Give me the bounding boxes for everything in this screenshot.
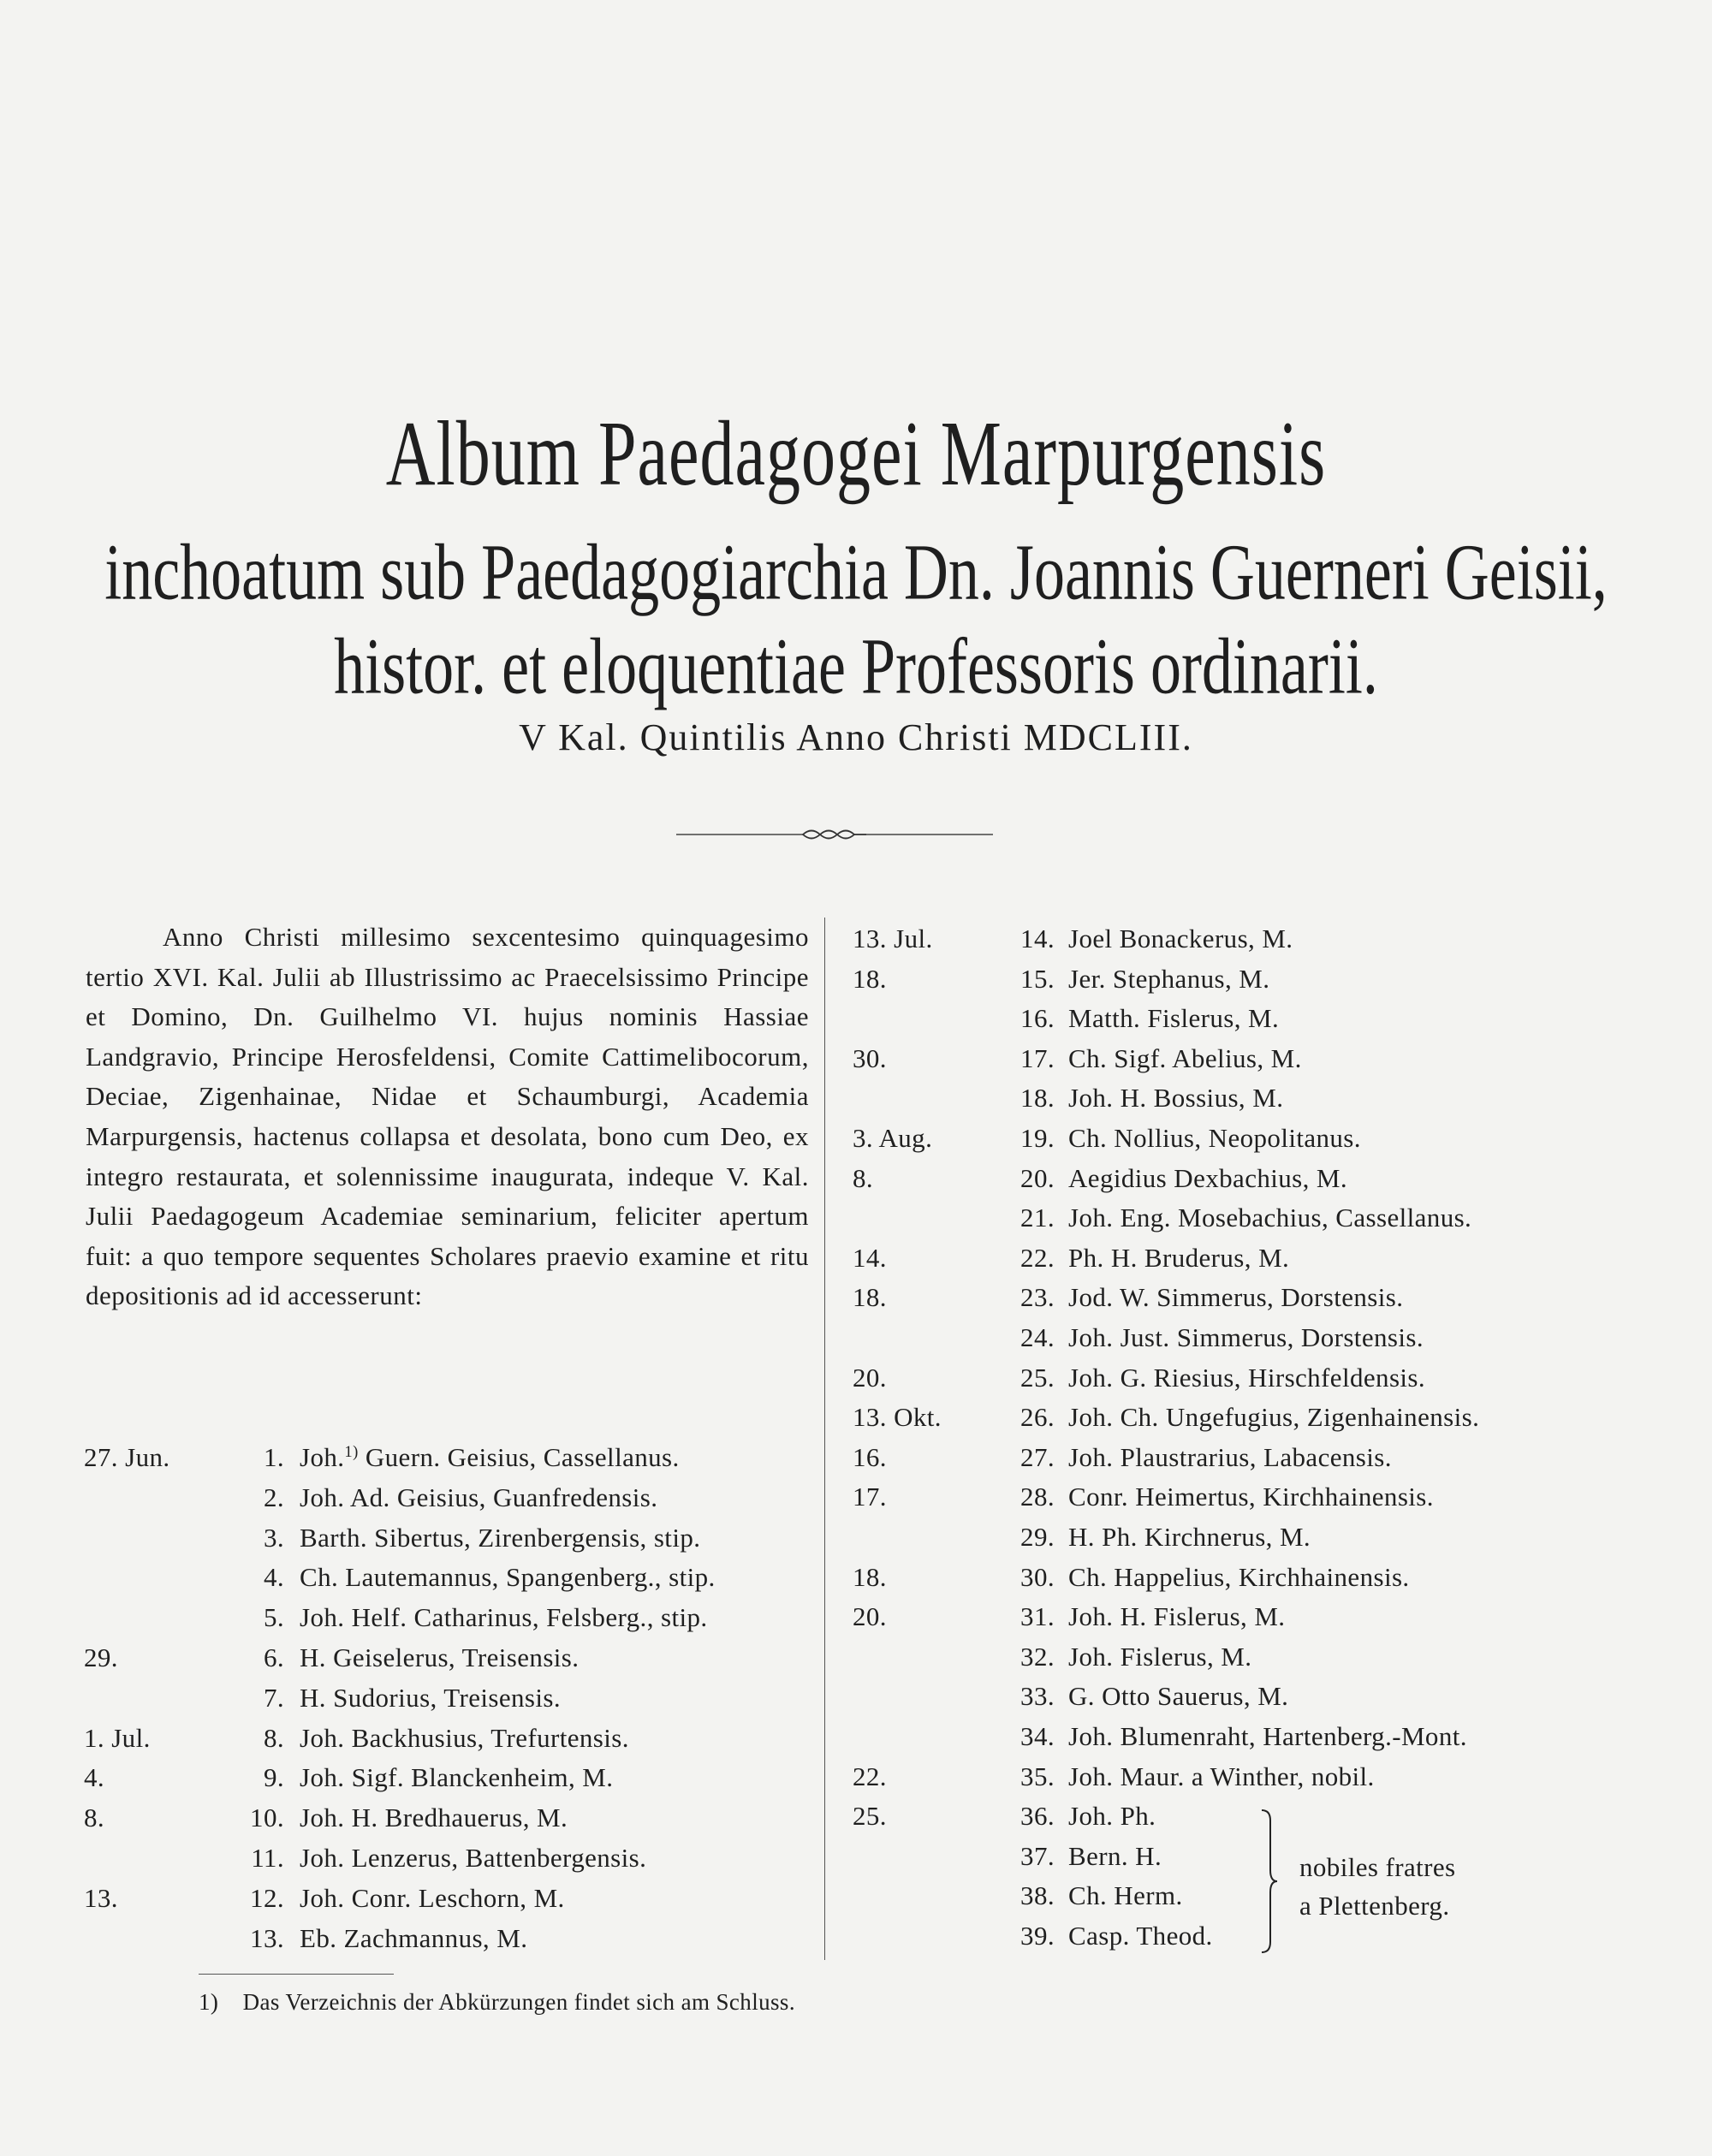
footnote-text: Das Verzeichnis der Abkürzungen findet sich am Schluss.: [242, 1989, 795, 2015]
entry-number: 37.: [1020, 1840, 1055, 1871]
entry-name: Jod. W. Simmerus, Dorstensis.: [1068, 1282, 1404, 1313]
intro-paragraph: Anno Christi millesimo sexcentesimo quinquagesimo tertio XVI. Kal. Julii ab Illustrissimo ac Praecelsissimo Principe et Domino, Dn. Guilhelmo VI. hujus nominis Hassiae Landgravio, Principe Herosfeldensi, Comite Cattimelibocorum, Deciae, Zigenhainae, Nidae et Schaumburgi, Academia Marpurgensis, hactenus collapsa et desolata, bono cum Deo, ex integro restaurata, et solennissime inaugurata, indeque V. Kal. Julii Paedagogeum Academiae seminarium, feliciter apertum fuit: a quo tempore sequentes Scholares praevio examine et ritu depositionis ad id accesserunt:: [86, 922, 809, 1311]
footnote-rule: [199, 1974, 394, 1975]
entry-name: Joh. Fislerus, M.: [1068, 1641, 1252, 1672]
entry-number: 1.: [263, 1442, 284, 1472]
entry-date: 18.: [853, 1282, 887, 1313]
entry-name: Joh. G. Riesius, Hirschfeldensis.: [1068, 1362, 1426, 1393]
entry-name: Joh. Blumenraht, Hartenberg.-Mont.: [1068, 1721, 1467, 1751]
entry-date: 4.: [84, 1762, 105, 1793]
entry-date: 8.: [853, 1162, 874, 1193]
entry-date: 27. Jun.: [84, 1442, 170, 1472]
entry-number: 26.: [1020, 1402, 1055, 1433]
entry-name: Joh. Conr. Leschorn, M.: [300, 1882, 565, 1913]
entry-date: 25.: [853, 1801, 887, 1832]
entry-number: 22.: [1020, 1242, 1055, 1273]
entry-name: Ch. Sigf. Abelius, M.: [1068, 1042, 1302, 1073]
entry-name: Joh. Just. Simmerus, Dorstensis.: [1068, 1322, 1424, 1352]
footnote-mark: 1): [199, 1989, 219, 2015]
entry-number: 20.: [1020, 1162, 1055, 1193]
entry-date: 29.: [84, 1642, 118, 1672]
entry-number: 21.: [1020, 1203, 1055, 1233]
footnote: [199, 1989, 795, 2016]
entry-date: 14.: [853, 1242, 887, 1273]
entry-number: 13.: [250, 1922, 284, 1953]
entry-date: 13. Okt.: [853, 1402, 942, 1433]
entry-name: Joh. Ch. Ungefugius, Zigenhainensis.: [1068, 1402, 1480, 1433]
entry-date: 22.: [853, 1761, 887, 1791]
entry-name: Joh.$^{1)}$ Guern. Geisius, Cassellanus.: [300, 1442, 680, 1472]
title-line-2: inchoatum sub Paedagogiarchia Dn. Joannis Guerneri Geisii,: [104, 527, 1608, 617]
entry-number: 27.: [1020, 1441, 1055, 1472]
entry-number: 28.: [1020, 1482, 1055, 1512]
entry-name: Ch. Lautemannus, Spangenberg., stip.: [300, 1562, 716, 1593]
entry-name: Eb. Zachmannus, M.: [300, 1922, 528, 1953]
entry-number: 36.: [1020, 1801, 1055, 1832]
entry-name: Joh. Ph.: [1068, 1801, 1156, 1832]
entry-date: 8.: [84, 1803, 105, 1833]
entry-name: Joh. Lenzerus, Battenbergensis.: [300, 1843, 647, 1873]
entry-name: Joh. Sigf. Blanckenheim, M.: [300, 1762, 614, 1793]
entry-number: 18.: [1020, 1083, 1055, 1114]
entry-number: 31.: [1020, 1601, 1055, 1632]
entry-number: 29.: [1020, 1522, 1055, 1552]
entry-name: Joh. H. Bredhauerus, M.: [300, 1803, 568, 1833]
ornament-divider: [676, 822, 993, 847]
title-date-line: V Kal. Quintilis Anno Christi MDCLIII.: [519, 716, 1193, 758]
entry-name: Joh. Plaustrarius, Labacensis.: [1068, 1441, 1392, 1472]
entry-date: 20.: [853, 1601, 887, 1632]
entry-name: Joh. Maur. a Winther, nobil.: [1068, 1761, 1375, 1791]
entry-number: 4.: [263, 1562, 284, 1593]
column-divider: [824, 918, 825, 1960]
entry-name: Joh. Helf. Catharinus, Felsberg., stip.: [300, 1602, 708, 1633]
entry-date: 13.: [84, 1882, 118, 1913]
entry-date: 17.: [853, 1482, 887, 1512]
entry-date: 16.: [853, 1441, 887, 1472]
entry-name: Joh. Ad. Geisius, Guanfredensis.: [300, 1482, 658, 1512]
entry-number: 7.: [263, 1682, 284, 1713]
entry-number: 23.: [1020, 1282, 1055, 1313]
entry-date: 3. Aug.: [853, 1123, 933, 1153]
entry-number: 12.: [250, 1882, 284, 1913]
entry-number: 25.: [1020, 1362, 1055, 1393]
entry-date: 18.: [853, 1561, 887, 1592]
title-line-3: histor. et eloquentiae Professoris ordinarii.: [334, 621, 1378, 711]
entry-number: 19.: [1020, 1123, 1055, 1153]
entry-name: Joh. H. Fislerus, M.: [1068, 1601, 1286, 1632]
entry-number: 3.: [263, 1522, 284, 1553]
entry-number: 10.: [250, 1803, 284, 1833]
entry-date: 30.: [853, 1042, 887, 1073]
entry-number: 17.: [1020, 1042, 1055, 1073]
entry-number: 32.: [1020, 1641, 1055, 1672]
entry-date: 13. Jul.: [853, 924, 933, 953]
entry-date: 20.: [853, 1362, 887, 1393]
entry-name: H. Sudorius, Treisensis.: [300, 1682, 562, 1713]
entry-name: H. Ph. Kirchnerus, M.: [1068, 1522, 1311, 1552]
entry-number: 2.: [263, 1482, 284, 1512]
entry-name: Ch. Happelius, Kirchhainensis.: [1068, 1561, 1410, 1592]
entry-name: Ch. Herm.: [1068, 1880, 1183, 1911]
entry-name-rest: Guern. Geisius, Cassellanus.: [358, 1442, 680, 1472]
entry-name: Joel Bonackerus, M.: [1068, 924, 1293, 953]
entry-number: 9.: [263, 1762, 284, 1793]
entry-name: Jer. Stephanus, M.: [1068, 963, 1270, 994]
entry-name: Barth. Sibertus, Zirenbergensis, stip.: [300, 1522, 701, 1553]
entry-name: Ph. H. Bruderus, M.: [1068, 1242, 1290, 1273]
entry-name: Aegidius Dexbachius, M.: [1068, 1162, 1348, 1193]
entry-number: 35.: [1020, 1761, 1055, 1791]
entry-number: 38.: [1020, 1880, 1055, 1911]
footnote-reference: 1): [344, 1442, 359, 1461]
entry-number: 24.: [1020, 1322, 1055, 1352]
entry-name: G. Otto Sauerus, M.: [1068, 1681, 1289, 1712]
entry-name: Ch. Nollius, Neopolitanus.: [1068, 1123, 1361, 1153]
entry-number: 8.: [263, 1722, 284, 1753]
entry-name: H. Geiselerus, Treisensis.: [300, 1642, 580, 1672]
entry-number: 6.: [263, 1642, 284, 1672]
entry-number: 33.: [1020, 1681, 1055, 1712]
entry-number: 16.: [1020, 1003, 1055, 1034]
entry-number: 30.: [1020, 1561, 1055, 1592]
brace-note-line-1: nobiles fratres: [1299, 1852, 1456, 1882]
entry-name: Conr. Heimertus, Kirchhainensis.: [1068, 1482, 1434, 1512]
title-line-1: Album Paedagogei Marpurgensis: [385, 403, 1327, 506]
entry-number: 14.: [1020, 924, 1055, 953]
entry-name: Casp. Theod.: [1068, 1921, 1213, 1951]
entry-name: Bern. H.: [1068, 1840, 1162, 1871]
entry-name: Joh. Backhusius, Trefurtensis.: [300, 1722, 629, 1753]
entry-number: 15.: [1020, 963, 1055, 994]
entry-date: 1. Jul.: [84, 1722, 151, 1753]
right-brace: [1260, 1809, 1279, 1954]
entry-name: Joh. H. Bossius, M.: [1068, 1083, 1284, 1114]
entry-date: 18.: [853, 963, 887, 994]
entry-number: 34.: [1020, 1721, 1055, 1751]
entry-name: Matth. Fislerus, M.: [1068, 1003, 1280, 1034]
entry-number: 11.: [251, 1843, 284, 1873]
entry-number: 5.: [263, 1602, 284, 1633]
entry-number: 39.: [1020, 1921, 1055, 1951]
brace-note-line-2: a Plettenberg.: [1299, 1891, 1450, 1921]
entry-name: Joh. Eng. Mosebachius, Cassellanus.: [1068, 1203, 1472, 1233]
